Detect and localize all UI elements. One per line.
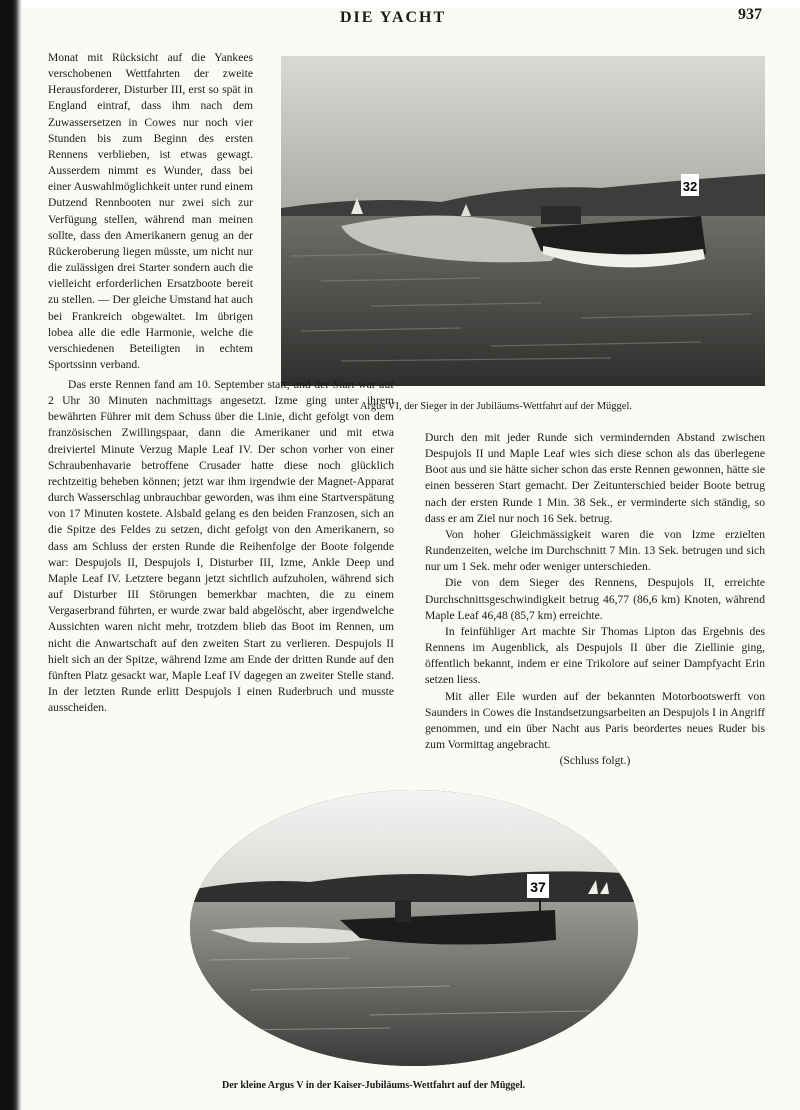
running-head: DIE YACHT — [340, 9, 447, 26]
paragraph: Die von dem Sieger des Rennens, Despujols II, erreichte Durchschnittsgeschwindigkeit betrug 46,77 (86,6 km) Knoten, während Maple Leaf 46,48 (85,7 km) erreichte. — [425, 576, 765, 622]
photo-argus-v-image — [190, 790, 638, 1066]
paragraph: Das erste Rennen fand am 10. September statt, und der Start war auf 2 Uhr 30 Minuten nachmittags angesetzt. Izme ging unter ihrem bewährten Führer mit dem Schuss über die Linie, dicht gefolgt von dem französischen Zwillingspaar, dann die Amerikaner und mit etwa dreiviertel Minute Verzug Maple Leaf IV. Der schon vorher von einer Schraubenhavarie betroffene Crusader hatte diese noch glücklich rechtzeitig beheben können; jetzt war ihm irgendwie der Magnet-Apparat durch Wasserschlag unbrauchbar geworden, was ihm eine Startverspätung von 17 Minuten kostete. Alsbald gelang es den beiden Franzosen, sich an die Spitze des Feldes zu setzen, dicht gefolgt von den Amerikanern, so dass am Schluss der ersten Runde die Reihenfolge der Boote folgende war: Despujols II, Despujols I, Disturber III, Izme, Ankle Deep und Maple Leaf IV. Letztere begann jetzt sichtlich aufzuholen, während sich auf Disturber III Störungen bemerkbar machten, die zu einem Vergaserbrand führten, er wurde zwar bald abgelöscht, aber irgendwelche Aussichten waren nicht mehr, trotzdem blieb das Boot im Rennen, um nicht die Anwartschaft auf den zweiten Start zu verlieren. Despujols II hielt sich an der Spitze, während Izme am Ende der dritten Runde auf den fünften Platz gesackt war, Maple Leaf IV dagegen an zweiter Stelle stand. In der letzten Runde erlitt Despujols I einen Ruderbruch und musste ausscheiden. — [48, 378, 394, 715]
paragraph: Monat mit Rücksicht auf die Yankees verschobenen Wettfahrten der zweite Herausforderer, Disturber III, erst so spät in England eintraf, dass ihm nach dem Zuwassersetzen in Cowes nur noch vier Stunden bis zum Beginn des ersten Rennens verblieben, ist etwas gewagt. Ausserdem nimmt es Wunder, dass bei einer Auswahlmöglichkeit unter rund einem Dutzend Rennbooten nur zwei sich zur Verfügung stellen, während man meinen sollte, dass den Amerikanern genug an der Rückeroberung liegen müsste, um nicht nur die zulässigen drei Starter sondern auch die vielleicht erforderlichen Ersatzboote bereit zu stellen. — Der gleiche Umstand hat auch bei Frankreich obgewaltet. Im übrigen lobea alle die edle Harmonie, welche die verschiedenen Beteiligten in echtem Sportssinn verband. — [48, 51, 253, 371]
continued-note: (Schluss folgt.) — [559, 754, 631, 768]
boat-number-label: 32 — [682, 179, 698, 194]
caption-bottom-photo: Der kleine Argus V in der Kaiser-Jubiläums-Wettfahrt auf der Müggel. — [222, 1080, 526, 1091]
caption-top-photo: Argus VI, der Sieger in der Jubiläums-Wettfahrt auf der Müggel. — [360, 401, 632, 412]
paragraph: Von hoher Gleichmässigkeit waren die von Izme erzielten Rundenzeiten, welche im Durchschnitt 7 Min. 13 Sek. betrugen und sich nur um 1 Sek. mehr oder weniger unterschieden. — [425, 527, 765, 574]
boat-number-label: 37 — [530, 879, 546, 895]
article-column-right — [425, 430, 765, 769]
paragraph: Durch den mit jeder Runde sich vermindernden Abstand zwischen Despujols II und Maple Leaf wies sich diese schon als das überlegene Boot aus und sie hätte sicher schon das erste Rennen gewonnen, hätte sie einen besseren Start gemacht. Der Zeitunterschied beider Boote betrug nach der ersten Runde 1 Min. 38 Sek., er verminderte sich ständig, so dass er am Ziel nur noch 16 Sek. betrug. — [425, 431, 765, 525]
article-column-left-bottom — [48, 377, 394, 716]
photo-argus-v — [190, 790, 638, 1066]
paragraph: Mit aller Eile wurden auf der bekannten Motorbootswerft von Saunders in Cowes die Instandsetzungsarbeiten an Despujols I in Angriff genommen, und ein über Nacht aus Paris beordertes neues Ruder bis zum Vormittag angebracht. — [425, 689, 765, 751]
paragraph: In feinfühliger Art machte Sir Thomas Lipton das Ergebnis des Rennens im Augenblick, als Despujols II über die Ziellinie ging, öffentlich bekannt, indem er eine Trikolore auf seiner Dampfyacht Erin setzen liess. — [425, 624, 765, 687]
page-number: 937 — [738, 6, 762, 23]
article-column-left-top — [48, 50, 253, 373]
photo-argus-vi-image — [281, 56, 765, 386]
book-binding-edge — [0, 0, 22, 1110]
photo-argus-vi — [281, 56, 765, 386]
